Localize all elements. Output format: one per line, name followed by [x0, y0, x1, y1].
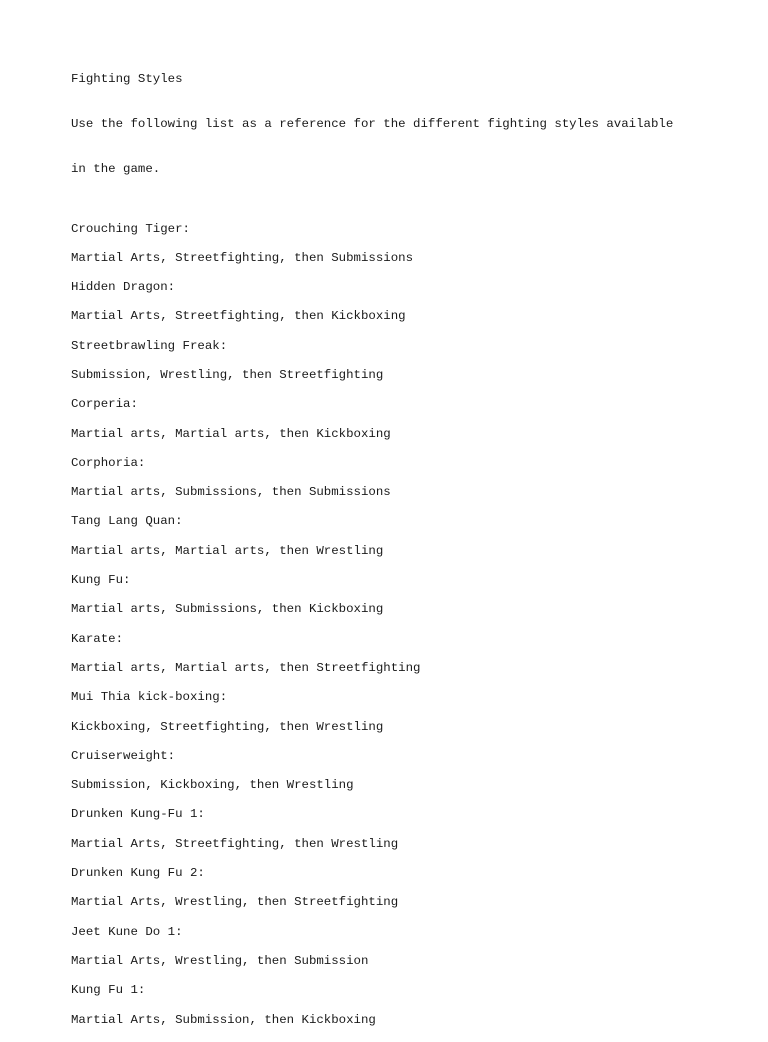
document-intro [71, 87, 711, 207]
style-entry [71, 456, 711, 515]
style-name: Crouching Tiger: [71, 221, 190, 236]
style-entry [71, 749, 711, 808]
style-moves: Martial Arts, Streetfighting, then Submissions [71, 250, 414, 265]
style-entry [71, 866, 711, 925]
style-entry [71, 632, 711, 691]
style-moves: Submission, Kickboxing, then Wrestling [71, 778, 354, 793]
style-name: Corphoria: [71, 455, 146, 470]
style-moves: Martial arts, Martial arts, then Streetfighting [71, 660, 421, 675]
style-entry [71, 983, 711, 1042]
style-entry [71, 573, 711, 632]
style-moves: Martial Arts, Streetfighting, then Kickboxing [71, 309, 406, 324]
style-moves: Martial Arts, Streetfighting, then Wrestling [71, 836, 399, 851]
style-name: Cruiserweight: [71, 748, 176, 763]
fighting-styles-list [71, 222, 711, 1042]
style-entry [71, 280, 711, 339]
document-page [71, 72, 711, 1042]
style-moves: Martial Arts, Wrestling, then Submission [71, 953, 369, 968]
style-moves: Martial arts, Submissions, then Submissions [71, 485, 391, 500]
style-name: Corperia: [71, 397, 138, 412]
style-entry [71, 339, 711, 398]
style-name: Mui Thia kick-boxing: [71, 690, 228, 705]
document-title: Fighting Styles [71, 72, 183, 86]
style-entry [71, 514, 711, 573]
style-name: Hidden Dragon: [71, 280, 176, 295]
style-entry [71, 925, 711, 984]
style-entry [71, 807, 711, 866]
style-entry [71, 222, 711, 281]
style-moves: Martial Arts, Wrestling, then Streetfighting [71, 895, 399, 910]
style-entry [71, 690, 711, 749]
intro-line: in the game. [71, 162, 161, 176]
style-name: Streetbrawling Freak: [71, 338, 228, 353]
style-moves: Martial arts, Martial arts, then Kickboxing [71, 426, 391, 441]
style-name: Kung Fu 1: [71, 983, 146, 998]
style-moves: Martial arts, Martial arts, then Wrestling [71, 543, 384, 558]
intro-line: Use the following list as a reference for the different fighting styles available [71, 117, 674, 131]
style-name: Tang Lang Quan: [71, 514, 183, 529]
style-name: Drunken Kung Fu 2: [71, 866, 205, 881]
style-moves: Kickboxing, Streetfighting, then Wrestling [71, 719, 384, 734]
style-name: Kung Fu: [71, 573, 131, 588]
style-moves: Martial arts, Submissions, then Kickboxing [71, 602, 384, 617]
style-name: Drunken Kung-Fu 1: [71, 807, 205, 822]
style-moves: Martial Arts, Submission, then Kickboxing [71, 1012, 376, 1027]
style-name: Karate: [71, 631, 124, 646]
style-moves: Submission, Wrestling, then Streetfighting [71, 367, 384, 382]
style-name: Jeet Kune Do 1: [71, 924, 183, 939]
style-entry [71, 397, 711, 456]
